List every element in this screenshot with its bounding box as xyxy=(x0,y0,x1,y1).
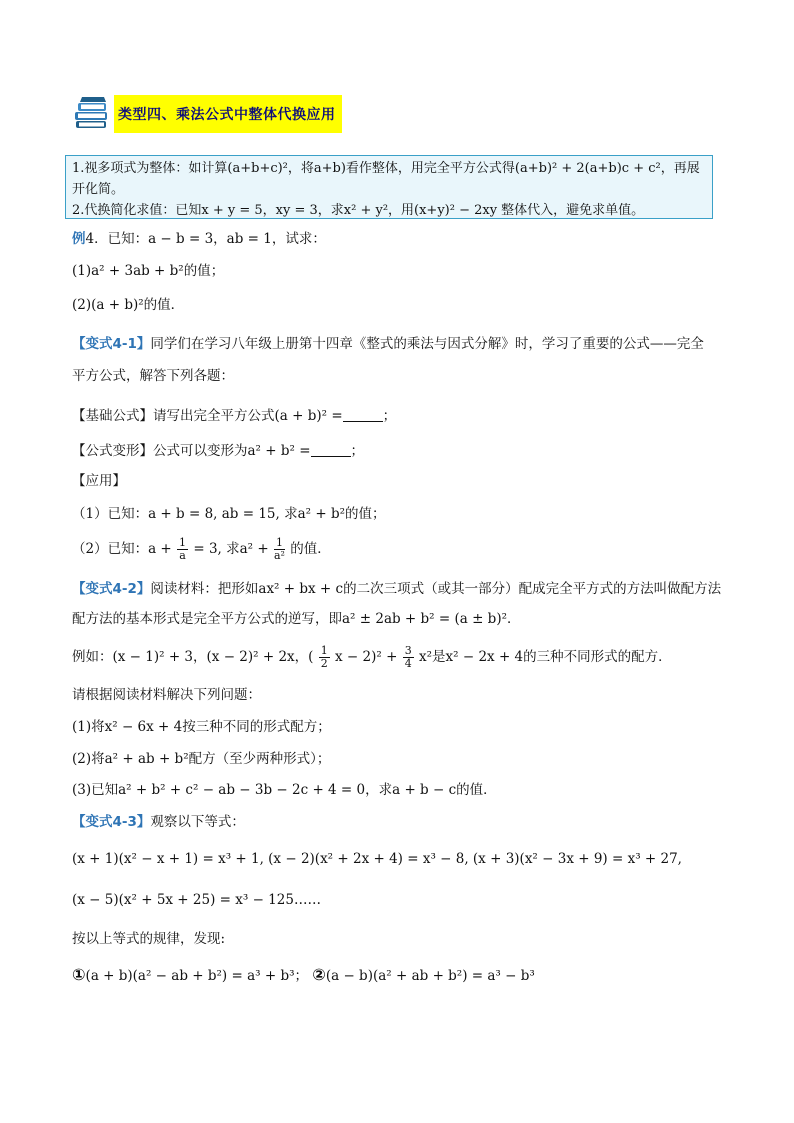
formula-transform-text: 公式可以变形为a² + b² = xyxy=(153,443,311,459)
formula-transform-line xyxy=(72,440,364,462)
example-4-q2: (2)(a + b)²的值． xyxy=(72,297,185,313)
sum-difference-cubes xyxy=(72,964,535,987)
tip-2: 2.代换简化求值：已知x + y = 5，xy = 3，求x² + y²，用(x+y)² − 2xy 整体代入，避免求单值。 xyxy=(72,203,645,218)
basic-formula-end: ； xyxy=(382,408,397,424)
examples-part-b: x − 2)² + xyxy=(335,649,398,665)
variant-4-2-q1: (1)将x² − 6x + 4按三种不同的形式配方； xyxy=(72,719,331,735)
variant-4-2-q2: (2)将a² + ab + b²配方（至少两种形式）； xyxy=(72,751,331,767)
fraction-denominator: a² xyxy=(274,549,285,562)
basic-formula-line xyxy=(72,405,396,427)
application-q2-part-b: = 3, 求a² + xyxy=(193,541,269,557)
fraction-denominator: 4 xyxy=(404,657,412,670)
books-icon xyxy=(72,94,112,134)
tip-1: 1.视多项式为整体：如计算(a+b+c)²，将a+b)看作整体，用完全平方公式得(a+b)² + 2(a+b)c + c²，再展开化简。 xyxy=(72,161,700,197)
examples-part-a: 例如：(x − 1)² + 3，(x − 2)² + 2x，( xyxy=(72,649,314,665)
cube-identities-line2: (x − 5)(x² + 5x + 25) = x³ − 125…… xyxy=(72,892,321,908)
variant-4-2-line2: 配方法的基本形式是完全平方公式的逆写，即a² ± 2ab + b² = (a ± b)²． xyxy=(72,611,521,627)
example-4-heading xyxy=(72,228,326,250)
application-q2-part-c: 的值． xyxy=(290,541,331,557)
tips-box xyxy=(65,155,713,219)
fraction-1-over-a-squared xyxy=(274,537,285,562)
formula-transform-blank[interactable] xyxy=(311,442,351,457)
variant-4-2-line1 xyxy=(72,578,721,600)
section-title: 类型四、乘法公式中整体代换应用 xyxy=(118,107,336,123)
variant-4-1-line1 xyxy=(72,333,704,355)
difference-of-cubes-formula: (a − b)(a² + ab + b²) = a³ − b³ xyxy=(325,968,535,984)
fraction-numerator: 1 xyxy=(320,644,328,657)
fraction-one-half xyxy=(319,645,330,670)
completing-square-examples xyxy=(72,645,672,670)
circled-number-1: ① xyxy=(72,965,86,984)
fraction-three-quarters xyxy=(403,645,414,670)
variant-4-3-label: 【变式4-3】 xyxy=(72,814,151,830)
example-label: 例 xyxy=(72,231,86,247)
circled-number-2: ② xyxy=(312,965,326,984)
variant-4-3-line1 xyxy=(72,811,245,833)
sum-of-cubes-formula: (a + b)(a² − ab + b²) = a³ + b³； xyxy=(85,968,308,984)
fraction-numerator: 3 xyxy=(404,644,412,657)
variant-4-2-q3: (3)已知a² + b² + c² − ab − 3b − 2c + 4 = 0，求a + b − c的值． xyxy=(72,782,497,798)
application-q2-part-a: （2）已知：a + xyxy=(72,541,172,557)
application-label: 【应用】 xyxy=(72,473,126,489)
variant-4-2-prompt: 请根据阅读材料解决下列问题： xyxy=(72,687,261,703)
variant-4-1-line2: 平方公式，解答下列各题： xyxy=(72,368,234,384)
examples-part-c: x²是x² − 2x + 4的三种不同形式的配方． xyxy=(419,649,672,665)
example-4-q1: (1)a² + 3ab + b²的值； xyxy=(72,263,225,279)
formula-transform-label: 【公式变形】 xyxy=(72,443,153,459)
section-title-box xyxy=(114,95,342,133)
variant-4-2-text1: 阅读材料：把形如ax² + bx + c的二次三项式（或其一部分）配成完全平方式的方法叫做配方法 xyxy=(150,581,722,597)
variant-4-1-text1: 同学们在学习八年级上册第十四章《整式的乘法与因式分解》时，学习了重要的公式——完全 xyxy=(150,336,704,352)
fraction-numerator: 1 xyxy=(179,536,187,549)
basic-formula-text: 请写出完全平方公式(a + b)² = xyxy=(153,408,343,424)
application-q1: （1）已知：a + b = 8, ab = 15, 求a² + b²的值； xyxy=(72,506,386,522)
formula-transform-end: ； xyxy=(350,443,365,459)
basic-formula-label: 【基础公式】 xyxy=(72,408,153,424)
pattern-prompt: 按以上等式的规律，发现: xyxy=(72,931,226,947)
basic-formula-blank[interactable] xyxy=(343,407,383,422)
fraction-1-over-a xyxy=(177,537,188,562)
section-header xyxy=(72,92,342,136)
example-4-text: 4．已知：a − b = 3，ab = 1，试求： xyxy=(85,231,326,247)
cube-identities-line1: (x + 1)(x² − x + 1) = x³ + 1, (x − 2)(x² + 2x + 4) = x³ − 8, (x + 3)(x² − 3x + 9) = x³ + 27, xyxy=(72,851,682,867)
fraction-denominator: a xyxy=(179,549,186,562)
fraction-denominator: 2 xyxy=(320,657,328,670)
variant-4-1-label: 【变式4-1】 xyxy=(72,336,151,352)
variant-4-3-text: 观察以下等式： xyxy=(150,814,245,830)
application-q2 xyxy=(72,537,331,562)
variant-4-2-label: 【变式4-2】 xyxy=(72,581,151,597)
fraction-numerator: 1 xyxy=(275,536,283,549)
